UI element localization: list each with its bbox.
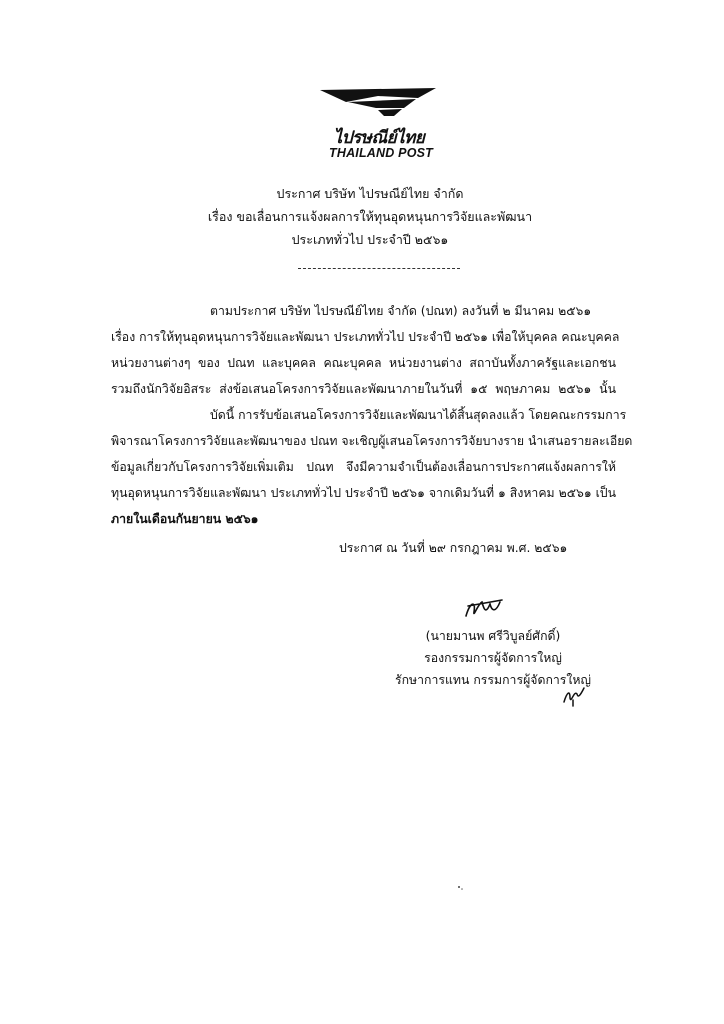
scan-speck <box>456 884 464 892</box>
announcement-date: ประกาศ ณ วันที่ ๒๙ กรกฎาคม พ.ศ. ๒๕๖๑ <box>339 541 568 555</box>
heading-line-2: เรื่อง ขอเลื่อนการแจ้งผลการให้ทุนอุดหนุนการวิจัยและพัฒนา <box>207 209 533 224</box>
paragraph-line: หน่วยงานต่างๆ ของ ปณท และบุคคล คณะบุคคล หน่วยงานต่าง สถาบันทั้งภาครัฐและเอกชน <box>111 356 616 370</box>
paragraph-line: เรื่อง การให้ทุนอุดหนุนการวิจัยและพัฒนา ประเภททั่วไป ประจำปี ๒๕๖๑ เพื่อให้บุคคล คณะบุคคล <box>111 330 620 344</box>
logo-thai-text: ไปรษณีย์ไทย <box>333 128 425 148</box>
handwritten-initial <box>561 684 587 708</box>
paragraph-line: พิจารณาโครงการวิจัยและพัฒนาของ ปณท จะเชิญผู้เสนอโครงการวิจัยบางราย นำเสนอรายละเอียด <box>111 434 633 448</box>
announcement-heading <box>120 182 620 251</box>
signatory-block <box>383 625 603 691</box>
logo-wing-icon <box>318 86 438 126</box>
thailand-post-logo <box>318 86 438 166</box>
paragraph-line: ข้อมูลเกี่ยวกับโครงการวิจัยเพิ่มเติม ปณท จึงมีความจำเป็นต้องเลื่อนการประกาศแจ้งผลการให้ <box>111 460 616 474</box>
paragraph-line: ภายในเดือนกันยายน ๒๕๖๑ <box>111 512 259 526</box>
logo-english-text: THAILAND POST <box>329 146 433 160</box>
heading-line-1: ประกาศ บริษัท ไปรษณีย์ไทย จำกัด <box>276 186 464 201</box>
dashed-divider <box>298 268 460 269</box>
paragraph-2 <box>111 402 633 532</box>
signatory-name: (นายมานพ ศรีวิบูลย์ศักดิ์) <box>425 629 561 643</box>
paragraph-line: ตามประกาศ บริษัท ไปรษณีย์ไทย จำกัด (ปณท) ลงวันที่ ๒ มีนาคม ๒๕๖๑ <box>210 304 592 318</box>
signatory-acting-position: รักษาการแทน กรรมการผู้จัดการใหญ่ <box>394 673 592 687</box>
signatory-position: รองกรรมการผู้จัดการใหญ่ <box>424 651 562 665</box>
paragraph-line: รวมถึงนักวิจัยอิสระ ส่งข้อเสนอโครงการวิจัยและพัฒนาภายในวันที่ ๑๕ พฤษภาคม ๒๕๖๑ นั้น <box>111 382 616 396</box>
paragraph-line: ทุนอุดหนุนการวิจัยและพัฒนา ประเภททั่วไป ประจำปี ๒๕๖๑ จากเดิมวันที่ ๑ สิงหาคม ๒๕๖๑ เป็น <box>111 486 616 500</box>
handwritten-signature <box>462 596 506 624</box>
heading-line-3: ประเภททั่วไป ประจำปี ๒๕๖๑ <box>291 232 449 247</box>
paragraph-line: บัดนี้ การรับข้อเสนอโครงการวิจัยและพัฒนาได้สิ้นสุดลงแล้ว โดยคณะกรรมการ <box>210 408 627 422</box>
paragraph-1 <box>111 298 620 402</box>
